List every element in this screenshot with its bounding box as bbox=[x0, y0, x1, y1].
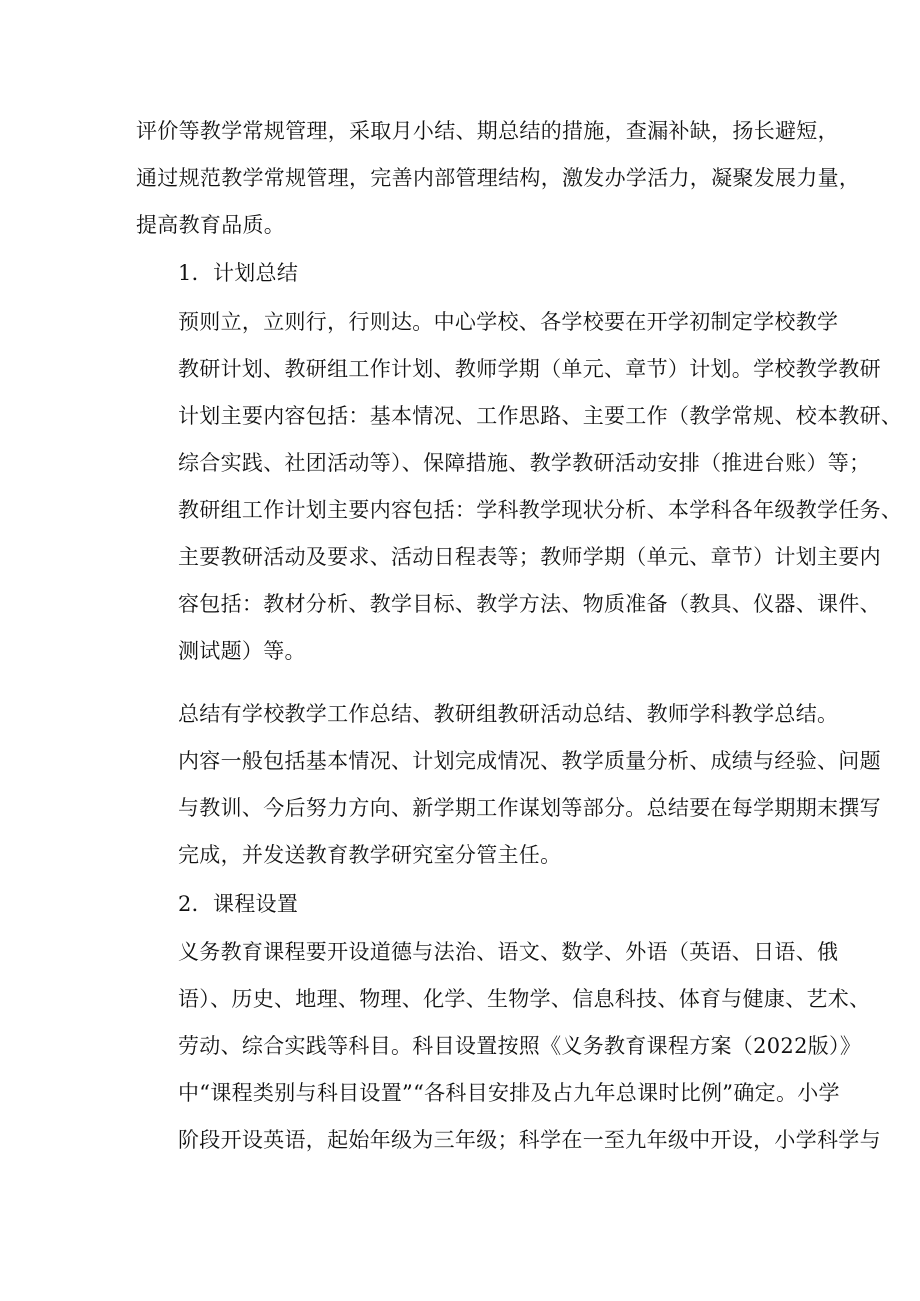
text-line: 计划主要内容包括：基本情况、工作思路、主要工作（教学常规、校本教研、 bbox=[178, 404, 903, 428]
text-line: 主要教研活动及要求、活动日程表等；教师学期（单元、章节）计划主要内 bbox=[178, 545, 881, 569]
paragraph-teaching-routine bbox=[136, 108, 861, 249]
section-heading-plan-summary: 1．计划总结 bbox=[178, 261, 299, 285]
text-line: 测试题）等。 bbox=[178, 639, 306, 663]
text-line: 语）、历史、地理、物理、化学、生物学、信息科技、体育与健康、艺术、 bbox=[178, 987, 871, 1011]
paragraph-plan bbox=[136, 299, 903, 675]
text-line: 容包括：教材分析、教学目标、教学方法、物质准备（教具、仪器、课件、 bbox=[178, 592, 881, 616]
text-line: 教研计划、教研组工作计划、教师学期（单元、章节）计划。学校教学教研 bbox=[178, 357, 881, 381]
text-line: 预则立，立则行，行则达。中心学校、各学校要在开学初制定学校教学 bbox=[178, 310, 839, 334]
section-heading-curriculum: 2．课程设置 bbox=[178, 892, 299, 916]
text-line: 与教训、今后努力方向、新学期工作谋划等部分。总结要在每学期期末撰写 bbox=[178, 796, 881, 820]
text-line: 通过规范教学常规管理，完善内部管理结构，激发办学活力，凝聚发展力量， bbox=[136, 166, 861, 190]
text-line: 评价等教学常规管理，采取月小结、期总结的措施，查漏补缺，扬长避短， bbox=[136, 119, 839, 143]
text-line: 总结有学校教学工作总结、教研组教研活动总结、教师学科教学总结。 bbox=[178, 702, 839, 726]
text-line: 义务教育课程要开设道德与法治、语文、数学、外语（英语、日语、俄 bbox=[178, 940, 839, 964]
text-line: 中“课程类别与科目设置”“各科目安排及占九年总课时比例”确定。小学 bbox=[178, 1081, 840, 1105]
text-line: 劳动、综合实践等科目。科目设置按照《义务教育课程方案（2022版）》 bbox=[178, 1034, 862, 1058]
text-line: 完成，并发送教育教学研究室分管主任。 bbox=[178, 843, 562, 867]
paragraph-curriculum bbox=[136, 929, 881, 1164]
text-line: 提高教育品质。 bbox=[136, 213, 286, 237]
text-line: 综合实践、社团活动等）、保障措施、教学教研活动安排（推进台账）等； bbox=[178, 451, 871, 475]
paragraph-summary bbox=[136, 691, 881, 879]
text-line: 内容一般包括基本情况、计划完成情况、教学质量分析、成绩与经验、问题 bbox=[178, 749, 881, 773]
text-line: 教研组工作计划主要内容包括：学科教学现状分析、本学科各年级教学任务、 bbox=[178, 498, 903, 522]
text-line: 阶段开设英语，起始年级为三年级；科学在一至九年级中开设，小学科学与 bbox=[178, 1128, 881, 1152]
